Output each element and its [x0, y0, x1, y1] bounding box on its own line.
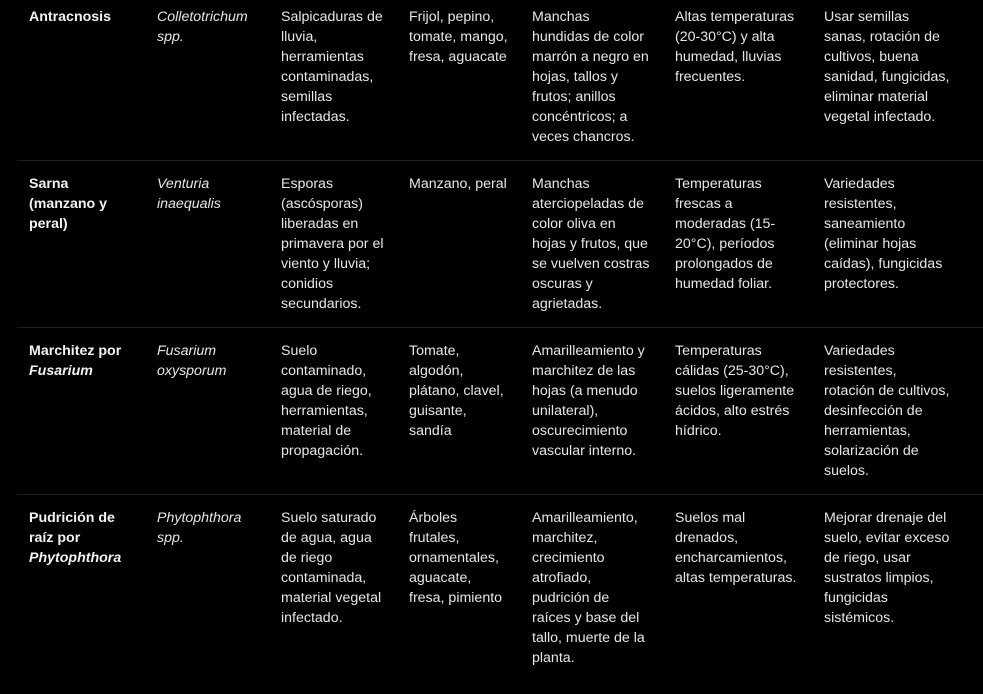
transmission-cell: Esporas (ascósporas) liberadas en primavera por el viento y lluvia; conidios secundarios. — [281, 176, 384, 312]
table-row — [17, 508, 983, 681]
transmission-cell: Suelo saturado de agua, agua de riego contaminada, material vegetal infectado. — [281, 510, 382, 626]
disease-name-cell — [17, 174, 145, 234]
hosts-cell: Árboles frutales, ornamentales, aguacate, fresa, pimiento — [409, 510, 503, 606]
conditions-cell: Altas temperaturas (20-30°C) y alta humedad, lluvias frecuentes. — [675, 9, 795, 85]
control-cell: Variedades resistentes, saneamiento (eliminar hojas caídas), fungicidas protectores. — [824, 176, 943, 292]
disease-name: Sarna (manzano y peral) — [29, 176, 108, 232]
transmission-cell: Suelo contaminado, agua de riego, herramientas, material de propagación. — [281, 343, 372, 459]
table-row — [17, 174, 983, 328]
disease-name-italic: Phytophthora — [29, 550, 122, 566]
disease-name-cell — [17, 508, 145, 568]
hosts-cell: Manzano, peral — [409, 176, 507, 192]
causal-agent-cell: Venturia inaequalis — [157, 176, 221, 212]
control-cell: Usar semillas sanas, rotación de cultivos, buena sanidad, fungicidas, eliminar material vegetal infectado. — [824, 9, 950, 125]
hosts-cell: Frijol, pepino, tomate, mango, fresa, aguacate — [409, 9, 508, 65]
conditions-cell: Temperaturas frescas a moderadas (15-20°C), períodos prolongados de humedad foliar. — [675, 176, 776, 292]
hosts-cell: Tomate, algodón, plátano, clavel, guisante, sandía — [409, 343, 504, 439]
conditions-cell: Suelos mal drenados, encharcamientos, altas temperaturas. — [675, 510, 797, 586]
disease-table — [17, 7, 983, 694]
table-row — [17, 341, 983, 495]
causal-agent-cell: Fusarium oxysporum — [157, 343, 227, 379]
symptoms-cell: Manchas hundidas de color marrón a negro en hojas, tallos y frutos; anillos concéntricos; a veces chancros. — [532, 9, 649, 145]
control-cell: Mejorar drenaje del suelo, evitar exceso de riego, usar sustratos limpios, fungicidas sistémicos. — [824, 510, 950, 626]
disease-name-cell — [17, 341, 145, 381]
transmission-cell: Salpicaduras de lluvia, herramientas contaminadas, semillas infectadas. — [281, 9, 383, 125]
symptoms-cell: Manchas aterciopeladas de color oliva en hojas y frutos, que se vuelven costras oscuras y agrietadas. — [532, 176, 650, 312]
symptoms-cell: Amarilleamiento y marchitez de las hojas (a menudo unilateral), oscurecimiento vascular interno. — [532, 343, 645, 459]
disease-name: Pudrición de raíz por — [29, 510, 115, 546]
causal-agent-cell: Colletotrichum spp. — [157, 9, 248, 45]
disease-name: Antracnosis — [29, 9, 111, 25]
disease-name-cell — [17, 7, 145, 27]
disease-name-italic: Fusarium — [29, 363, 93, 379]
disease-name: Marchitez por — [29, 343, 122, 359]
control-cell: Variedades resistentes, rotación de cultivos, desinfección de herramientas, solarización de suelos. — [824, 343, 950, 479]
table-row — [17, 7, 983, 161]
conditions-cell: Temperaturas cálidas (25-30°C), suelos ligeramente ácidos, alto estrés hídrico. — [675, 343, 795, 439]
symptoms-cell: Amarilleamiento, marchitez, crecimiento atrofiado, pudrición de raíces y base del tallo, muerte de la planta. — [532, 510, 645, 666]
causal-agent-cell: Phytophthora spp. — [157, 510, 242, 546]
